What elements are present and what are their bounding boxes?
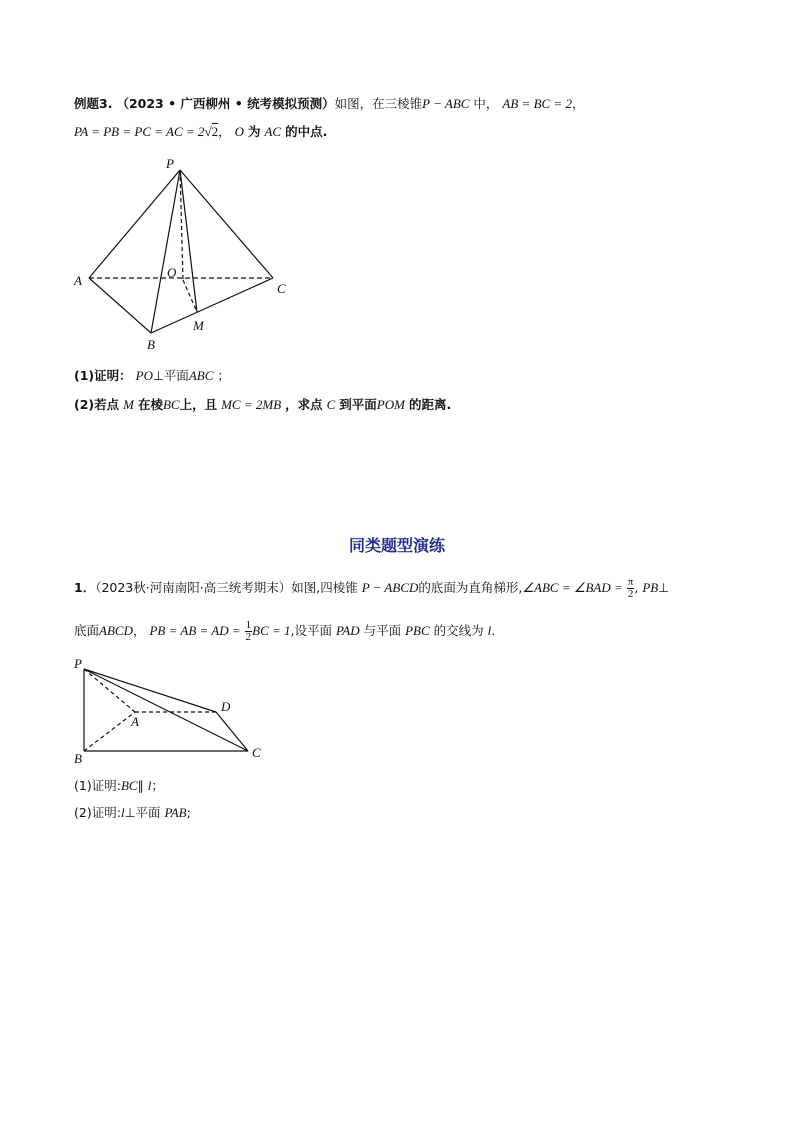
- problem1-l: l: [487, 623, 492, 638]
- problem1-perp: ⊥: [658, 580, 670, 595]
- sqrt-radicand: 2: [211, 124, 219, 139]
- example-midpoint-text: 的中点.: [285, 124, 328, 139]
- half-denominator: 2: [245, 631, 252, 643]
- label-b: B: [147, 337, 155, 352]
- pi-numerator: π: [627, 576, 634, 588]
- label-d-2: D: [221, 699, 231, 714]
- example-source: （2023 • 广西柳州 • 统考模拟预测）: [116, 96, 335, 111]
- p1q1-parallel: ∥: [137, 778, 144, 793]
- q2-text3: 上，且: [179, 397, 218, 412]
- problem1-pbc: PBC: [405, 623, 430, 638]
- q2-text2: 在棱: [137, 397, 163, 412]
- segment-ac-ref: AC: [264, 124, 282, 139]
- problem1-text4: 底面: [74, 623, 100, 638]
- problem1-text1: 如图,四棱锥: [291, 580, 358, 595]
- q2-eq: MC = 2MB: [221, 397, 282, 412]
- p1q2-number: (2): [74, 805, 92, 820]
- label-a-2: A: [131, 714, 139, 729]
- p1q1-number: (1): [74, 778, 92, 793]
- label-c: C: [277, 281, 286, 296]
- example-pyramid: P − ABC: [422, 96, 470, 111]
- problem1-pad: PAD: [336, 623, 360, 638]
- p1q2-perp-plane: ⊥平面: [124, 805, 161, 820]
- p1q2-l: l: [120, 805, 125, 820]
- edge-pc: [180, 170, 273, 278]
- edge-pa: [89, 170, 180, 278]
- problem1-question-1: [74, 778, 164, 794]
- edge-dc-2: [216, 712, 248, 751]
- label-p: P: [166, 156, 174, 171]
- q2-pom: POM: [376, 397, 405, 412]
- q1-po: PO: [135, 368, 153, 383]
- edge-pd-2: [84, 669, 216, 712]
- problem1-line1: [74, 577, 669, 600]
- problem1-text8: 的交线为: [433, 623, 484, 638]
- q1-end: ；: [217, 368, 230, 383]
- example-cond2: PA = PB = PC = AC = 2: [74, 124, 205, 139]
- tetrahedron-figure: [89, 170, 273, 333]
- q2-text6: 的距离.: [408, 397, 452, 412]
- example-question-2: [74, 397, 451, 413]
- q2-text4: ，求点: [285, 397, 323, 412]
- problem1-text2: 的底面为直角梯形,: [418, 580, 523, 595]
- q1-perp-plane: ⊥平面: [152, 368, 189, 383]
- problem1-line2: [74, 620, 495, 643]
- label-c-2: C: [252, 745, 261, 760]
- q2-text5: 到平面: [339, 397, 377, 412]
- problem1-period: .: [491, 623, 496, 638]
- label-m: M: [193, 318, 204, 333]
- section-title: 同类题型演练: [348, 536, 445, 555]
- q1-abc: ABC: [188, 368, 214, 383]
- problem1-pb: PB: [642, 580, 659, 595]
- p1q2-end: ;: [186, 805, 191, 820]
- problem1-bc1: BC = 1: [252, 623, 291, 638]
- problem1-source: （2023秋·河南南阳·高三统考期末）: [95, 580, 292, 595]
- example-is: 为: [247, 124, 261, 139]
- problem1-text5: ，: [132, 623, 146, 638]
- label-b-2: B: [74, 751, 82, 766]
- q2-text1: 若点: [94, 397, 120, 412]
- problem1-pyramid: P − ABCD: [361, 580, 419, 595]
- p1q1-prove: 证明:: [91, 778, 121, 793]
- p1q1-bc: BC: [120, 778, 138, 793]
- edge-bc: [151, 278, 273, 333]
- point-o-ref: O: [234, 124, 244, 139]
- q2-bc: BC: [162, 397, 180, 412]
- example-question-1: [74, 368, 230, 384]
- label-a: A: [74, 273, 82, 288]
- p1q2-prove: 证明:: [91, 805, 121, 820]
- half-numerator: 1: [245, 619, 252, 631]
- edge-ab: [89, 278, 151, 333]
- example-mid-text: 中，: [473, 96, 499, 111]
- problem1-text6: ,设平面: [290, 623, 333, 638]
- problem1-text7: 与平面: [363, 623, 402, 638]
- sqrt-sign: √: [204, 124, 212, 139]
- q1-prove: 证明：: [94, 368, 132, 383]
- edge-ba-2-dashed: [84, 712, 135, 751]
- edge-pb: [151, 170, 180, 333]
- q2-number: (2): [74, 397, 95, 412]
- example-sep: ，: [218, 124, 231, 139]
- problem1-eq: PB = AB = AD =: [149, 623, 241, 638]
- example-label: 例题3.: [74, 96, 113, 111]
- p1q1-l: l: [147, 778, 152, 793]
- problem1-number: 1．: [74, 580, 96, 595]
- example-intro: 如图，在三棱锥: [334, 96, 423, 111]
- problem1-comma: ,: [634, 580, 639, 595]
- p1q1-end: ；: [151, 778, 164, 793]
- example-cond1: AB = BC = 2: [502, 96, 572, 111]
- edge-pm: [180, 170, 197, 312]
- problem1-question-2: [74, 805, 191, 821]
- label-p-2: P: [74, 656, 82, 671]
- pi-denominator: 2: [627, 588, 634, 600]
- label-o: O: [167, 265, 177, 280]
- problem1-angle: ∠ABC = ∠BAD =: [522, 580, 623, 595]
- q2-c: C: [326, 397, 336, 412]
- problem1-abcd: ABCD: [99, 623, 133, 638]
- q1-number: (1): [74, 368, 95, 383]
- p1q2-pab: PAB: [164, 805, 187, 820]
- q2-m: M: [123, 397, 134, 412]
- example-comma: ，: [571, 96, 585, 111]
